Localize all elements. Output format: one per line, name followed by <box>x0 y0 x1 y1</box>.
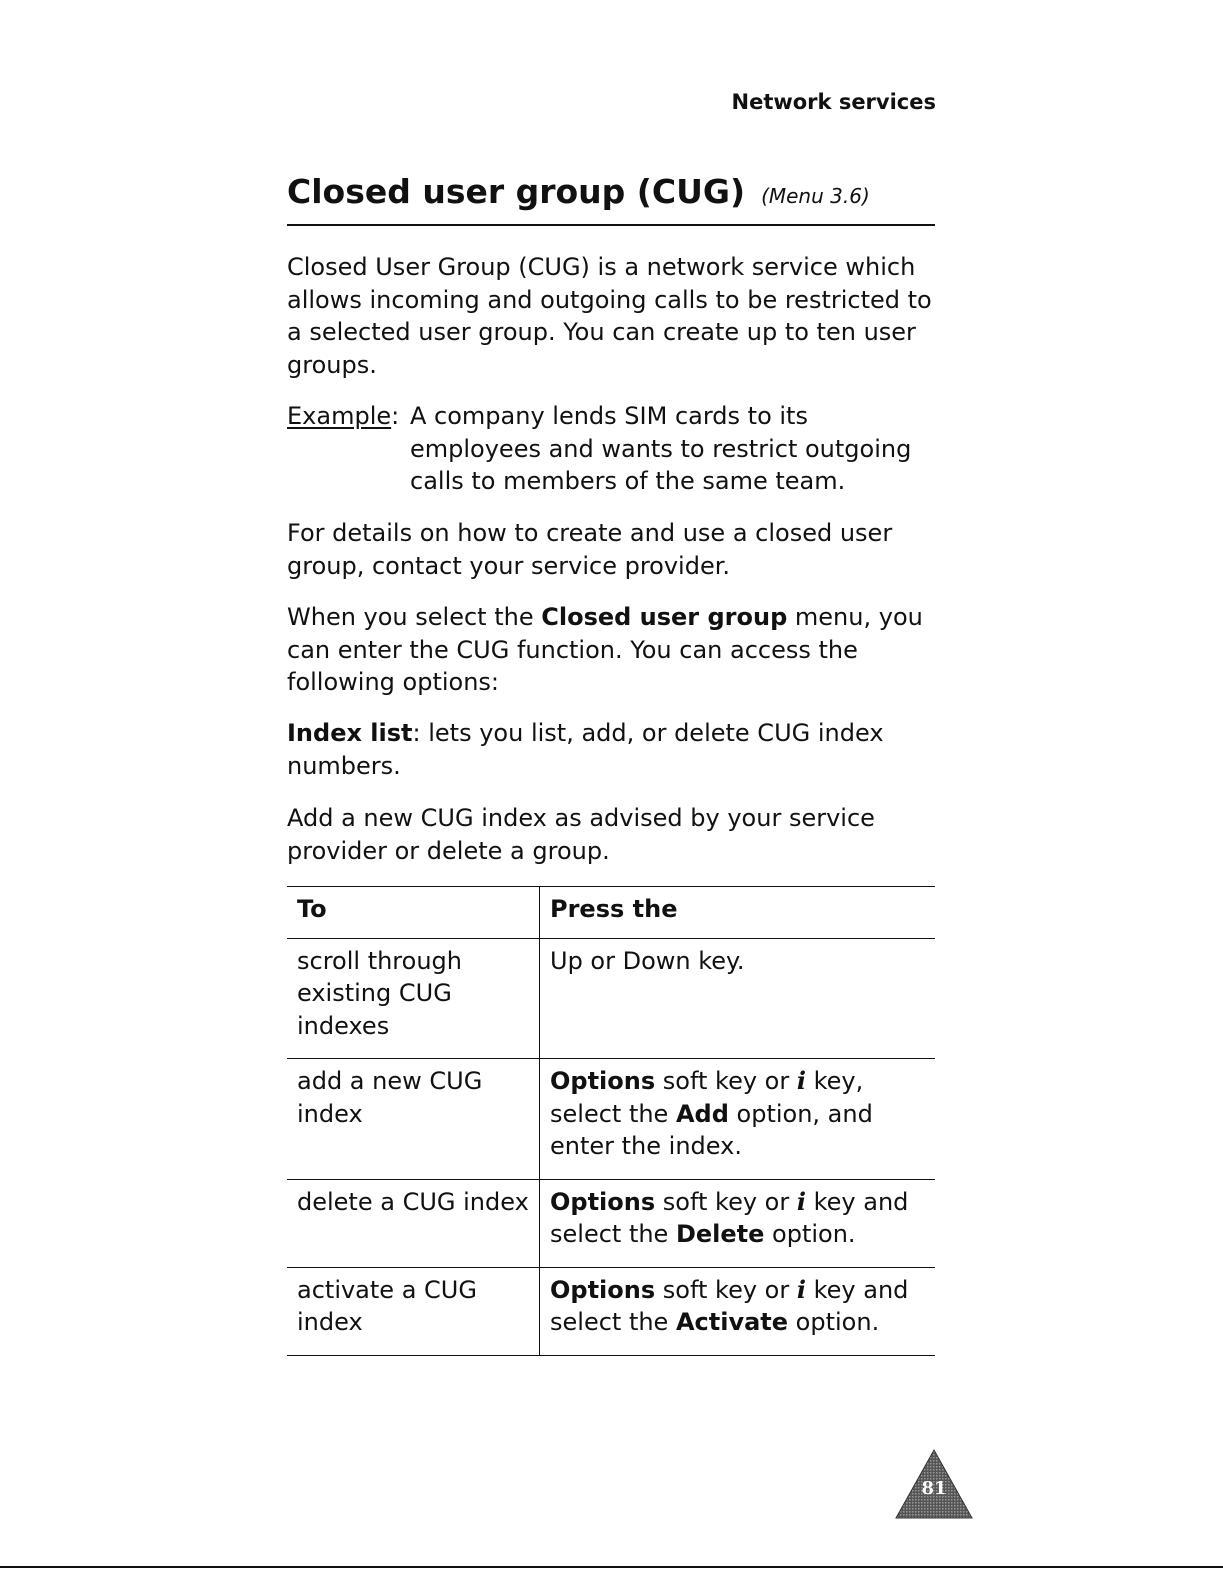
key-cell: Options soft key or i key and select the Delete option. <box>550 1186 909 1248</box>
select-paragraph: When you select the Closed user group menu, you can enter the CUG function. You can access the following options: <box>287 603 923 696</box>
menu-reference: (Menu 3.6) <box>761 184 870 208</box>
intro-paragraph: Closed User Group (CUG) is a network service which allows incoming and outgoing calls to be restricted to a selected user group. You can create up to ten user groups. <box>287 253 932 379</box>
details-paragraph: For details on how to create and use a closed user group, contact your service provider. <box>287 519 893 580</box>
bottom-rule <box>0 1566 1223 1568</box>
key-cell: Up or Down key. <box>550 946 745 975</box>
action-cell: delete a CUG index <box>287 1179 540 1267</box>
column-header-press: Press the <box>550 895 678 923</box>
section-title-text: Closed user group (CUG) <box>287 172 746 211</box>
running-head: Network services <box>731 90 936 114</box>
info-key-icon: i <box>796 1066 806 1095</box>
table-row <box>287 1059 935 1180</box>
action-cell: activate a CUG index <box>287 1267 540 1355</box>
action-cell: scroll through existing CUG indexes <box>287 938 540 1059</box>
info-key-icon: i <box>796 1186 806 1216</box>
table-header-row <box>287 887 935 939</box>
example-text: A company lends SIM cards to its employees and wants to restrict outgoing calls to members of the same team. <box>410 402 912 495</box>
table-row <box>287 1267 935 1355</box>
page-number-badge <box>894 1448 974 1520</box>
menu-name-bold: Closed user group <box>541 603 788 631</box>
table-row <box>287 1179 935 1267</box>
table-row <box>287 938 935 1059</box>
key-cell: Options soft key or i key, select the Add option, and enter the index. <box>550 1066 873 1160</box>
action-cell: add a new CUG index <box>287 1059 540 1180</box>
example-label: Example: <box>287 402 400 430</box>
info-key-icon: i <box>796 1274 806 1304</box>
key-cell: Options soft key or i key and select the Activate option. <box>550 1274 909 1336</box>
index-list-paragraph: Index list: lets you list, add, or delete CUG index numbers. <box>287 719 884 780</box>
column-header-to: To <box>287 887 540 939</box>
add-paragraph: Add a new CUG index as advised by your service provider or delete a group. <box>287 804 875 865</box>
page-number: 81 <box>921 1478 947 1499</box>
section-title <box>287 172 935 226</box>
index-list-label: Index list <box>287 719 413 747</box>
key-table <box>287 886 935 1356</box>
